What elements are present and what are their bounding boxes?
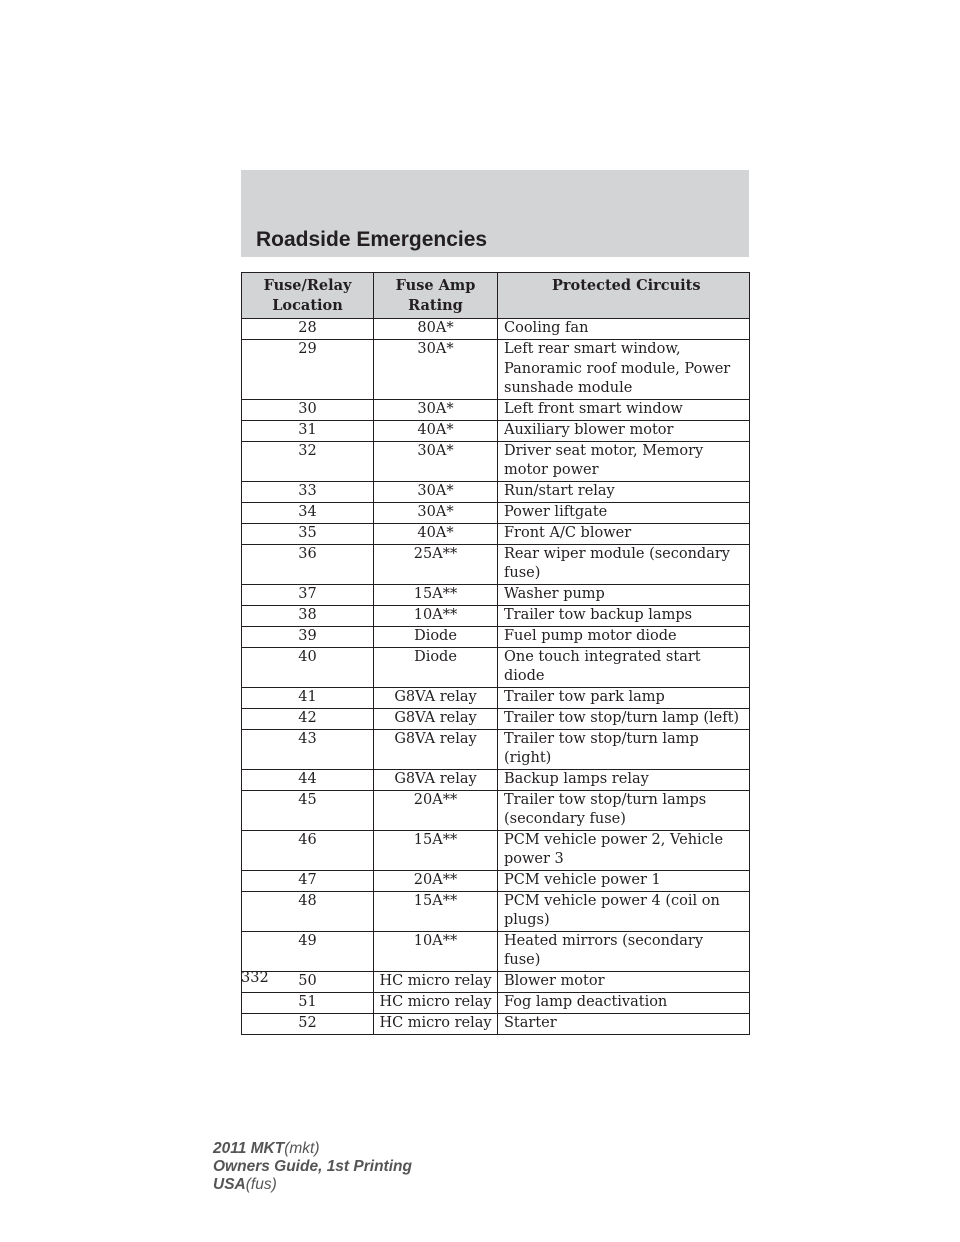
fuse-amp-cell: 30A* — [374, 441, 498, 481]
fuse-amp-cell: 40A* — [374, 420, 498, 441]
fuse-location-cell: 51 — [242, 992, 374, 1013]
page-number: 332 — [241, 970, 269, 986]
protected-circuits-cell: Trailer tow stop/turn lamps (secondary fuse) — [498, 790, 750, 830]
fuse-amp-cell: HC micro relay — [374, 971, 498, 992]
fuse-amp-cell: 15A** — [374, 830, 498, 870]
table-row — [242, 971, 750, 992]
fuse-location-cell: 43 — [242, 729, 374, 769]
protected-circuits-cell: Cooling fan — [498, 319, 750, 340]
table-row — [242, 340, 750, 400]
protected-circuits-cell: Power liftgate — [498, 502, 750, 523]
protected-circuits-cell: Trailer tow stop/turn lamp (right) — [498, 729, 750, 769]
table-row — [242, 687, 750, 708]
fuse-amp-cell: G8VA relay — [374, 687, 498, 708]
fuse-location-cell: 52 — [242, 1013, 374, 1034]
protected-circuits-cell: Fuel pump motor diode — [498, 626, 750, 647]
protected-circuits-cell: Washer pump — [498, 584, 750, 605]
fuse-location-cell: 37 — [242, 584, 374, 605]
footer-model: 2011 MKT — [213, 1140, 285, 1157]
table-row — [242, 544, 750, 584]
fuse-location-cell: 41 — [242, 687, 374, 708]
protected-circuits-cell: Front A/C blower — [498, 523, 750, 544]
fuse-amp-cell: Diode — [374, 647, 498, 687]
fuse-amp-cell: 30A* — [374, 481, 498, 502]
footer-market: USA — [213, 1176, 246, 1193]
footer-market-code: (fus) — [245, 1176, 277, 1193]
fuse-location-cell: 47 — [242, 870, 374, 891]
table-row — [242, 830, 750, 870]
table-row — [242, 441, 750, 481]
protected-circuits-cell: Left front smart window — [498, 399, 750, 420]
fuse-location-cell: 28 — [242, 319, 374, 340]
fuse-amp-cell: 10A** — [374, 605, 498, 626]
fuse-amp-cell: 40A* — [374, 523, 498, 544]
fuse-location-cell: 34 — [242, 502, 374, 523]
protected-circuits-cell: PCM vehicle power 1 — [498, 870, 750, 891]
fuse-amp-cell: HC micro relay — [374, 992, 498, 1013]
protected-circuits-cell: Left rear smart window, Panoramic roof module, Power sunshade module — [498, 340, 750, 400]
table-row — [242, 605, 750, 626]
fuse-location-cell: 38 — [242, 605, 374, 626]
fuse-location-cell: 48 — [242, 891, 374, 931]
protected-circuits-cell: Auxiliary blower motor — [498, 420, 750, 441]
table-row — [242, 626, 750, 647]
fuse-amp-cell: G8VA relay — [374, 729, 498, 769]
fuse-amp-cell: 80A* — [374, 319, 498, 340]
table-row — [242, 790, 750, 830]
table-row — [242, 769, 750, 790]
fuse-amp-cell: 25A** — [374, 544, 498, 584]
table-row — [242, 891, 750, 931]
protected-circuits-cell: Backup lamps relay — [498, 769, 750, 790]
fuse-location-cell: 46 — [242, 830, 374, 870]
table-row — [242, 647, 750, 687]
fuse-location-cell: 42 — [242, 708, 374, 729]
fuse-amp-cell: 30A* — [374, 399, 498, 420]
fuse-amp-cell: Diode — [374, 626, 498, 647]
column-header-amp-rating: Fuse Amp Rating — [374, 273, 498, 319]
table-row — [242, 420, 750, 441]
table-row — [242, 399, 750, 420]
fuse-location-cell: 49 — [242, 931, 374, 971]
fuse-amp-cell: G8VA relay — [374, 708, 498, 729]
fuse-relay-table — [241, 272, 750, 1035]
table-header-row — [242, 273, 750, 319]
protected-circuits-cell: One touch integrated start diode — [498, 647, 750, 687]
protected-circuits-cell: Trailer tow stop/turn lamp (left) — [498, 708, 750, 729]
fuse-amp-cell: 20A** — [374, 790, 498, 830]
protected-circuits-cell: Trailer tow park lamp — [498, 687, 750, 708]
fuse-amp-cell: 20A** — [374, 870, 498, 891]
table-row — [242, 502, 750, 523]
column-header-location: Fuse/Relay Location — [242, 273, 374, 319]
column-header-protected-circuits: Protected Circuits — [498, 273, 750, 319]
protected-circuits-cell: PCM vehicle power 4 (coil on plugs) — [498, 891, 750, 931]
table-row — [242, 1013, 750, 1034]
table-row — [242, 931, 750, 971]
print-footer — [213, 1140, 412, 1194]
table-row — [242, 729, 750, 769]
table-row — [242, 992, 750, 1013]
section-title: Roadside Emergencies — [256, 228, 488, 251]
fuse-amp-cell: 30A* — [374, 502, 498, 523]
protected-circuits-cell: PCM vehicle power 2, Vehicle power 3 — [498, 830, 750, 870]
table-row — [242, 584, 750, 605]
protected-circuits-cell: Run/start relay — [498, 481, 750, 502]
protected-circuits-cell: Trailer tow backup lamps — [498, 605, 750, 626]
protected-circuits-cell: Driver seat motor, Memory motor power — [498, 441, 750, 481]
table-row — [242, 319, 750, 340]
table-body — [242, 319, 750, 1035]
footer-line-model — [213, 1140, 412, 1158]
fuse-location-cell: 40 — [242, 647, 374, 687]
protected-circuits-cell: Heated mirrors (secondary fuse) — [498, 931, 750, 971]
fuse-location-cell: 31 — [242, 420, 374, 441]
footer-line-guide: Owners Guide, 1st Printing — [213, 1158, 412, 1175]
protected-circuits-cell: Fog lamp deactivation — [498, 992, 750, 1013]
fuse-location-cell: 30 — [242, 399, 374, 420]
table-row — [242, 481, 750, 502]
fuse-amp-cell: 15A** — [374, 891, 498, 931]
footer-model-code: (mkt) — [284, 1140, 320, 1157]
protected-circuits-cell: Rear wiper module (secondary fuse) — [498, 544, 750, 584]
fuse-location-cell: 35 — [242, 523, 374, 544]
protected-circuits-cell: Starter — [498, 1013, 750, 1034]
fuse-location-cell: 50 — [242, 971, 374, 992]
fuse-location-cell: 33 — [242, 481, 374, 502]
fuse-location-cell: 44 — [242, 769, 374, 790]
fuse-amp-cell: HC micro relay — [374, 1013, 498, 1034]
fuse-location-cell: 45 — [242, 790, 374, 830]
fuse-location-cell: 32 — [242, 441, 374, 481]
table-row — [242, 870, 750, 891]
fuse-location-cell: 39 — [242, 626, 374, 647]
fuse-amp-cell: G8VA relay — [374, 769, 498, 790]
fuse-amp-cell: 15A** — [374, 584, 498, 605]
table-row — [242, 523, 750, 544]
fuse-location-cell: 29 — [242, 340, 374, 400]
protected-circuits-cell: Blower motor — [498, 971, 750, 992]
fuse-location-cell: 36 — [242, 544, 374, 584]
fuse-amp-cell: 30A* — [374, 340, 498, 400]
section-header-band — [241, 170, 749, 257]
fuse-amp-cell: 10A** — [374, 931, 498, 971]
footer-line-market — [213, 1176, 412, 1194]
table-row — [242, 708, 750, 729]
